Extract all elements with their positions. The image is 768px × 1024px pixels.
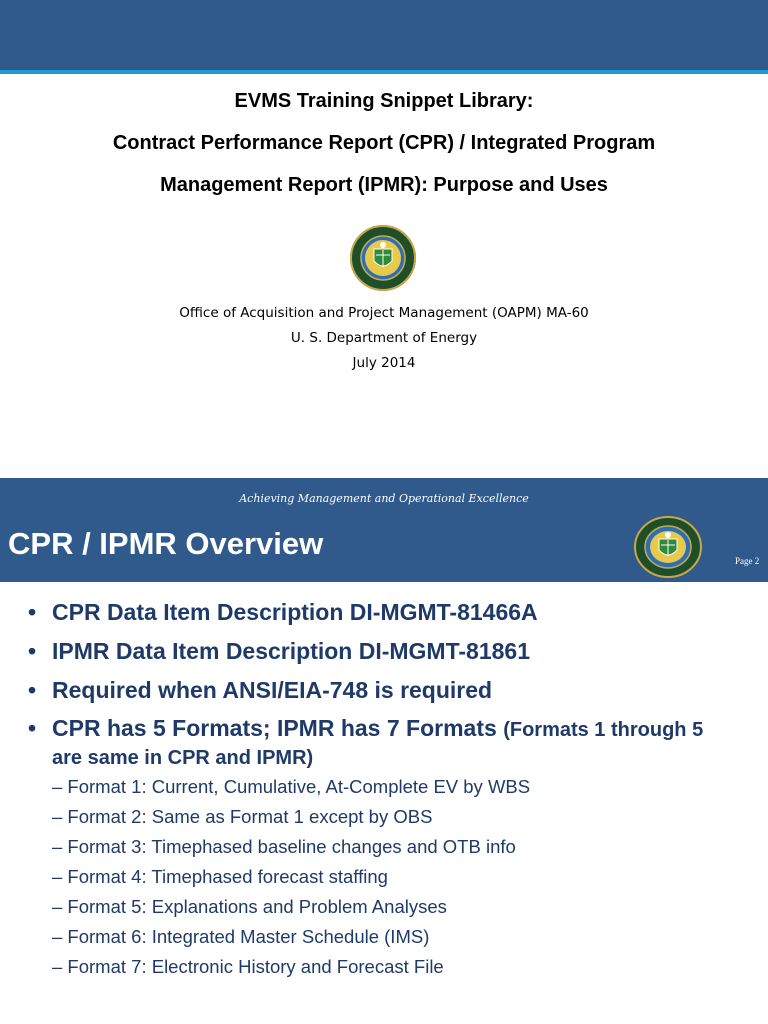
header-accent-line [0, 70, 768, 74]
page-number: Page 2 [735, 556, 760, 566]
department-name: U. S. Department of Energy [290, 330, 478, 346]
title-line-3: Management Report (IPMR): Purpose and Uses [160, 174, 608, 196]
bullet-text: Required when ANSI/EIA-748 is required [52, 677, 493, 703]
format-item: – Format 6: Integrated Master Schedule (IMS) [52, 926, 430, 947]
format-item: – Format 2: Same as Format 1 except by OBS [52, 806, 433, 827]
presentation-date: July 2014 [352, 355, 416, 371]
bullet-item [28, 638, 748, 664]
format-item: – Format 5: Explanations and Problem Analyses [52, 896, 447, 917]
format-item: – Format 4: Timephased forecast staffing [52, 866, 388, 887]
bullet-item [28, 599, 748, 625]
doe-seal-icon [634, 516, 702, 578]
bullet-item [28, 677, 748, 703]
title-line-1: EVMS Training Snippet Library: [234, 90, 534, 112]
format-item: – Format 7: Electronic History and Forecast File [52, 956, 444, 977]
tagline: Achieving Management and Operational Excellence [239, 492, 529, 505]
bullet-item [28, 715, 708, 771]
office-name: Office of Acquisition and Project Management (OAPM) MA-60 [179, 305, 589, 321]
title-line-2: Contract Performance Report (CPR) / Integrated Program [112, 132, 656, 154]
slide-title: CPR / IPMR Overview [8, 526, 324, 561]
format-item: – Format 3: Timephased baseline changes and OTB info [52, 836, 516, 857]
bullet-text: CPR has 5 Formats; IPMR has 7 Formats [52, 715, 504, 741]
bullet-text: IPMR Data Item Description DI-MGMT-81861 [52, 638, 530, 664]
bullet-dot-icon: • [28, 638, 37, 664]
bullet-dot-icon: • [28, 715, 37, 741]
title-slide-header-bar [0, 0, 768, 70]
bullet-note: (Formats 1 through 5 are same in CPR and IPMR) [52, 719, 704, 769]
format-item: – Format 1: Current, Cumulative, At-Complete EV by WBS [52, 776, 531, 797]
bullet-text: CPR Data Item Description DI-MGMT-81466A [52, 599, 538, 625]
doe-seal-icon [350, 225, 416, 291]
bullet-dot-icon: • [28, 599, 37, 625]
bullet-dot-icon: • [28, 677, 37, 703]
